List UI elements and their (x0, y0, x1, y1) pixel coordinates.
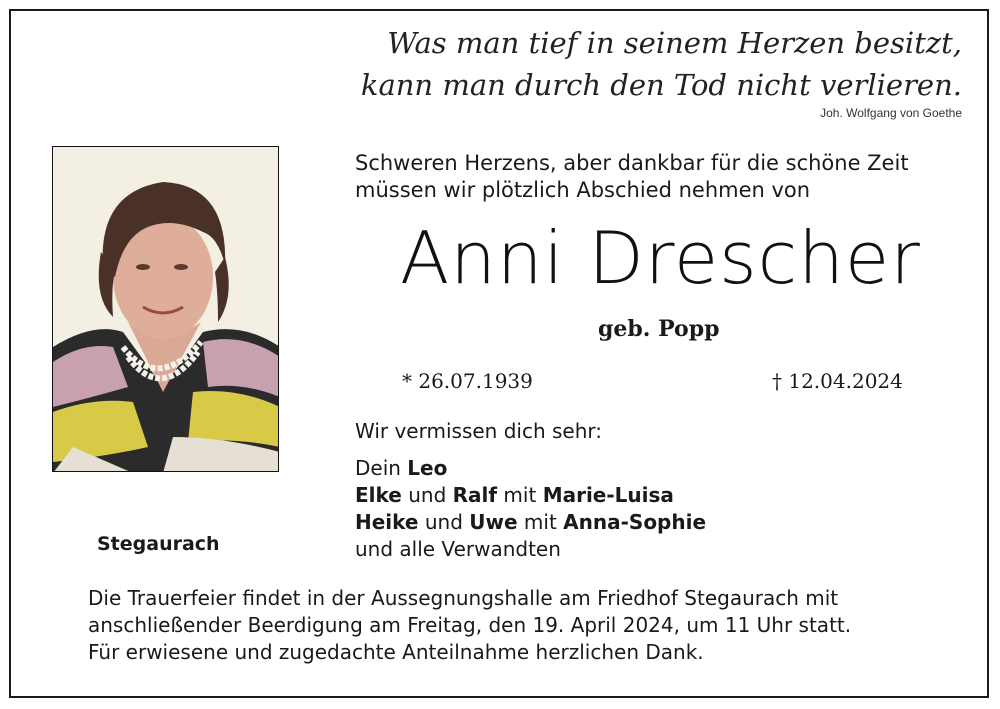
mourner-line (355, 482, 706, 509)
mourner-connector: Dein (355, 456, 408, 480)
quote-line-2: kann man durch den Tod nicht verlieren. (360, 68, 962, 102)
mourner-name: Ralf (452, 483, 498, 507)
quote-line-1: Was man tief in seinem Herzen besitzt, (387, 26, 962, 60)
mourner-name: Uwe (469, 510, 518, 534)
maiden-name: geb. Popp (598, 316, 720, 342)
mourner-line (355, 509, 706, 536)
goethe-quote (361, 22, 962, 106)
notice-line-1: Die Trauerfeier findet in der Aussegnungshalle am Friedhof Stegaurach mit (88, 586, 839, 610)
death-date: † 12.04.2024 (772, 369, 903, 393)
mourner-line (355, 455, 706, 482)
mourner-name: Anna-Sophie (563, 510, 707, 534)
notice-line-2: anschließender Beerdigung am Freitag, den 19. April 2024, um 11 Uhr statt. (88, 613, 852, 637)
mourner-connector: und (401, 483, 453, 507)
mourner-name: Heike (355, 510, 419, 534)
intro-line-2: müssen wir plötzlich Abschied nehmen von (355, 178, 811, 202)
mourners-heading: Wir vermissen dich sehr: (355, 419, 602, 443)
mourner-connector: mit (517, 510, 564, 534)
mourners-list (355, 418, 706, 563)
quote-author: Joh. Wolfgang von Goethe (820, 106, 962, 120)
mourner-connector: mit (497, 483, 543, 507)
mourner-line (355, 536, 706, 563)
place-name: Stegaurach (97, 533, 220, 555)
notice-line-3: Für erwiesene und zugedachte Anteilnahme herzlichen Dank. (88, 640, 704, 664)
intro-line-1: Schweren Herzens, aber dankbar für die schöne Zeit (355, 151, 909, 175)
mourner-connector: und (418, 510, 470, 534)
funeral-notice (88, 585, 851, 666)
portrait-photo (52, 146, 279, 472)
birth-date: * 26.07.1939 (402, 369, 533, 393)
intro-text (355, 150, 909, 204)
mourner-name: Marie-Luisa (542, 483, 674, 507)
mourner-name: Elke (355, 483, 402, 507)
mourner-name: Leo (407, 456, 448, 480)
deceased-name: Anni Drescher (400, 216, 921, 300)
mourner-connector: und alle Verwandten (355, 537, 561, 561)
